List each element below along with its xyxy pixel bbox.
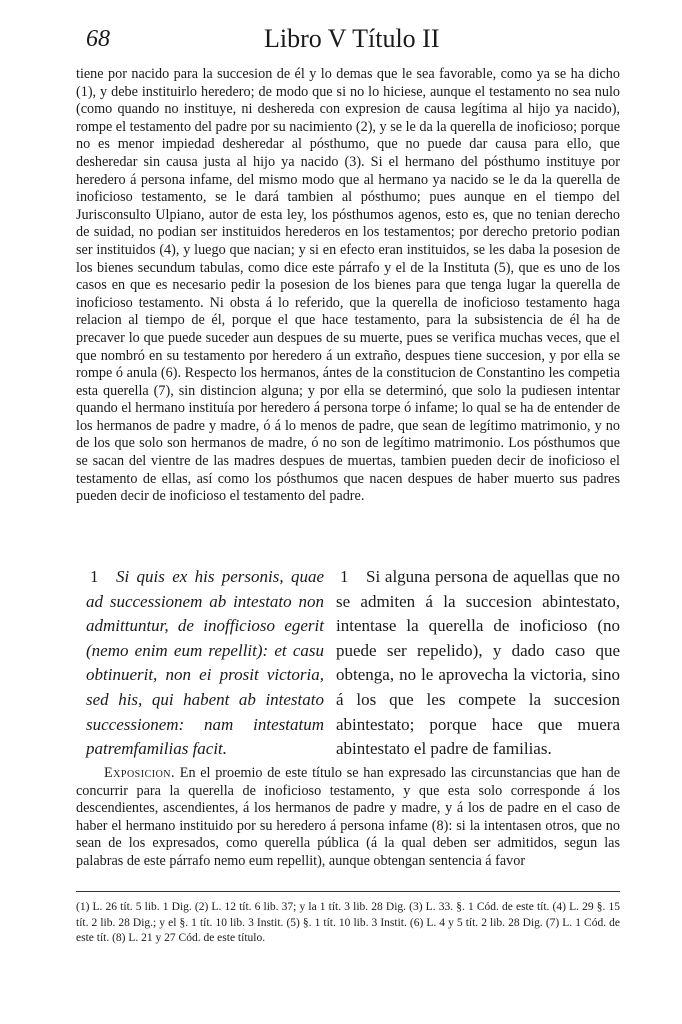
latin-text: Si quis ex his personis, quae ad successionem ab intestato non admittuntur, de inofficioso egerit (nemo enim eum repellit): et casu obtinuerit, non ei prosit victoria, sed his, qui habent ab intestato successionem: nam intestatum patremfamilias facit.	[86, 567, 324, 759]
commentary-paragraph: tiene por nacido para la succesion de él y lo demas que le sea favorable, como ya se ha dicho (1), y debe instituirlo heredero; de modo que si no lo hiciese, aunque el testamento no sea nulo (como quando no instituye, ni deshereda con expresion de causa legítima al hijo ya nacido), rompe el testamento del padre por su nacimiento (2), y se le da la querella de inoficioso; porque no es menor impiedad desheredar al pósthumo, que no puede dar causa para ello, que desheredar sin causa justa al hijo ya nacido (3). Si el hermano del pósthumo instituye por heredero á persona infame, del mismo modo que al hermano ya nacido se le da la querella de inoficioso testamento, se le dará tambien al pósthumo; pues aunque en el tiempo del Jurisconsulto Ulpiano, autor de esta ley, los pósthumos agenos, esto es, que no tenian derecho de suidad, no podian ser instituidos herederos en los testamentos; por derecho pretorio podian ser instituidos (4), y luego que nacian; y si en efecto eran instituidos, se les daba la posesion de los bienes secundum tabulas, como dice este párrafo y el de la Instituta (5), que es uno de los casos en que es necesario pedir la posesion de los bienes para que tenga lugar la querella de inoficioso testamento. Ni obsta á lo referido, que la querella de inoficioso testamento haga relacion al tiempo de él, porque el que hace testamento, para la subsistencia de él ha de precaver lo que puede suceder aun despues de su muerte, pues se verifica muchas veces, que el que nombró en su testamento por heredero á un extraño, despues tiene succesion, y por ella se rompe ó anula (6). Respecto los hermanos, ántes de la constitucion de Constantino les competia esta querella (7), sin distincion alguna; y por ella se determinó, que solo la pudiesen intentar quando el hermano instituía por heredero á persona torpe ó infame; lo qual se ha de entender de los hermanos de padre y madre, ó á lo menos de padre, que sean de legítimo matrimonio, y no de los que solo son hermanos de madre, ó no son de legítimo matrimonio. Los pósthumos que se sacan del vientre de las madres despues de muertas, tambien pueden decir de inoficioso el testamento de ellas, así como los pósthumos que nacen despues de haber muerto sus padres pueden decir de inoficioso el testamento del padre.	[76, 66, 620, 505]
footnote-divider	[76, 891, 620, 892]
law-columns	[76, 565, 620, 765]
law-number-spanish: 1	[340, 567, 349, 586]
page-header	[86, 22, 606, 62]
latin-text-column	[86, 565, 324, 762]
running-head: Libro V Título II	[264, 24, 440, 53]
footnotes: (1) L. 26 tít. 5 lib. 1 Dig. (2) L. 12 tít. 6 lib. 37; y la 1 tít. 3 lib. 28 Dig. (3) L. 33. §. 1 Cód. de este tít. (4) L. 29 §. 15 tít. 2 lib. 28 Dig.; y el §. 1 tít. 10 lib. 3 Instit. (5) §. 1 tít. 10 lib. 3 Instit. (6) L. 4 y 5 tít. 2 lib. 28 Dig. (7) L. 1 Cód. de este tít. (8) L. 21 y 27 Cód. de este título.	[76, 901, 620, 945]
page-number: 68	[86, 26, 110, 52]
law-number-latin: 1	[90, 567, 99, 586]
spanish-text-column	[336, 565, 620, 762]
exposicion-text: En el proemio de este título se han expresado las circunstancias que han de concurrir para la querella de inoficioso testamento, y que esta solo corresponde á los descendientes, ascendientes, á los hermanos de padre y madre, y á los de padre en el caso de haber el hermano instituido por su heredero á persona infame (8): si la intentasen otros, que no sean de los expresados, como querella pública (á la qual deben ser admitidos, segun las palabras de este párrafo nemo eum repellit), aunque obtengan sentencia á favor	[76, 765, 620, 869]
exposicion-paragraph	[76, 765, 620, 871]
exposicion-label: Exposicion.	[104, 765, 176, 781]
spanish-text: Si alguna persona de aquellas que no se admiten á la succesion abintestato, intentase la querella de inoficioso (no puede ser repelido), y dado caso que obtenga, no le aprovecha la victoria, sino á los que les compete la succesion abintestato; porque hace que muera abintestato el padre de familias.	[336, 567, 620, 759]
